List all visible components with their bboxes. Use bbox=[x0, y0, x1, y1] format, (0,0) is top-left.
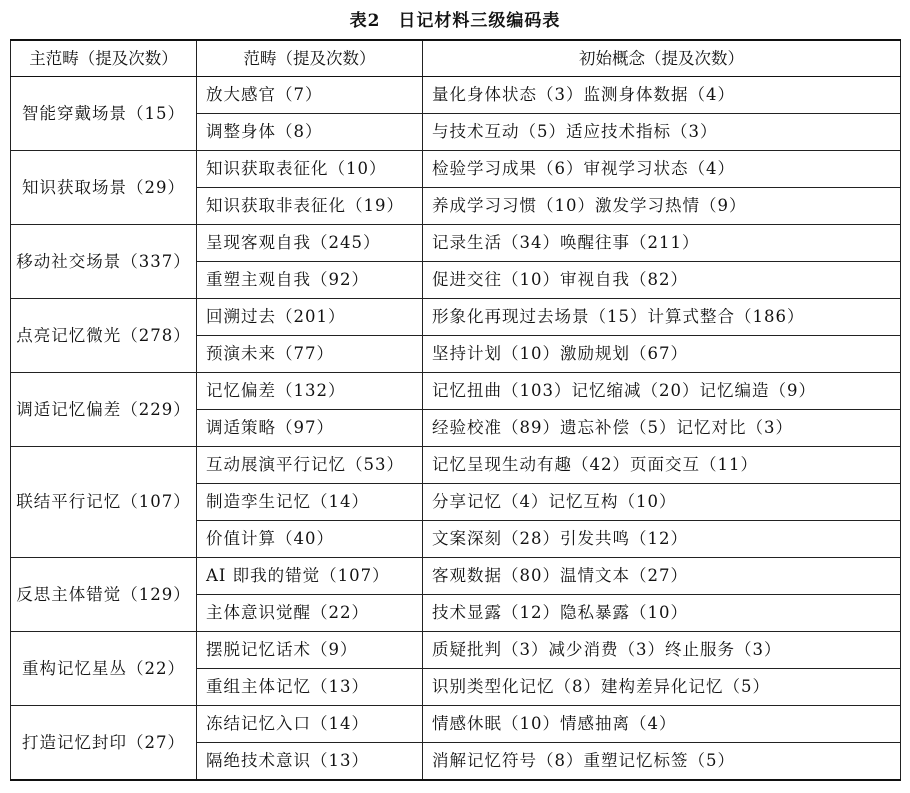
initial-concepts-cell: 量化身体状态（3）监测身体数据（4） bbox=[423, 77, 901, 114]
category-cell: 呈现客观自我（245） bbox=[197, 225, 423, 262]
category-cell: 冻结记忆入口（14） bbox=[197, 706, 423, 743]
initial-concepts-cell: 记忆呈现生动有趣（42）页面交互（11） bbox=[423, 447, 901, 484]
initial-concepts-cell: 质疑批判（3）减少消费（3）终止服务（3） bbox=[423, 632, 901, 669]
table-row bbox=[11, 299, 901, 336]
table-row bbox=[11, 77, 901, 114]
category-cell: 互动展演平行记忆（53） bbox=[197, 447, 423, 484]
table-row bbox=[11, 225, 901, 262]
category-cell: 放大感官（7） bbox=[197, 77, 423, 114]
table-row bbox=[11, 632, 901, 669]
initial-concepts-cell: 文案深刻（28）引发共鸣（12） bbox=[423, 521, 901, 558]
category-cell: 知识获取非表征化（19） bbox=[197, 188, 423, 225]
category-cell: 重塑主观自我（92） bbox=[197, 262, 423, 299]
initial-concepts-cell: 检验学习成果（6）审视学习状态（4） bbox=[423, 151, 901, 188]
initial-concepts-cell: 坚持计划（10）激励规划（67） bbox=[423, 336, 901, 373]
category-cell: AI 即我的错觉（107） bbox=[197, 558, 423, 595]
table-row bbox=[11, 706, 901, 743]
category-cell: 预演未来（77） bbox=[197, 336, 423, 373]
initial-concepts-cell: 分享记忆（4）记忆互构（10） bbox=[423, 484, 901, 521]
main-category-cell: 反思主体错觉（129） bbox=[11, 558, 197, 632]
category-cell: 价值计算（40） bbox=[197, 521, 423, 558]
coding-table bbox=[10, 39, 901, 781]
table-row bbox=[11, 558, 901, 595]
category-cell: 调整身体（8） bbox=[197, 114, 423, 151]
main-category-cell: 打造记忆封印（27） bbox=[11, 706, 197, 781]
table-row bbox=[11, 373, 901, 410]
category-cell: 重组主体记忆（13） bbox=[197, 669, 423, 706]
initial-concepts-cell: 识别类型化记忆（8）建构差异化记忆（5） bbox=[423, 669, 901, 706]
initial-concepts-cell: 技术显露（12）隐私暴露（10） bbox=[423, 595, 901, 632]
main-category-cell: 联结平行记忆（107） bbox=[11, 447, 197, 558]
header-category: 范畴（提及次数） bbox=[197, 40, 423, 77]
main-category-cell: 调适记忆偏差（229） bbox=[11, 373, 197, 447]
header-initial-concepts: 初始概念（提及次数） bbox=[423, 40, 901, 77]
initial-concepts-cell: 记录生活（34）唤醒往事（211） bbox=[423, 225, 901, 262]
table-row bbox=[11, 151, 901, 188]
table-header-row bbox=[11, 40, 901, 77]
main-category-cell: 移动社交场景（337） bbox=[11, 225, 197, 299]
category-cell: 回溯过去（201） bbox=[197, 299, 423, 336]
table-caption: 表2 日记材料三级编码表 bbox=[349, 11, 561, 31]
category-cell: 记忆偏差（132） bbox=[197, 373, 423, 410]
category-cell: 主体意识觉醒（22） bbox=[197, 595, 423, 632]
table-body bbox=[11, 77, 901, 781]
category-cell: 调适策略（97） bbox=[197, 410, 423, 447]
initial-concepts-cell: 与技术互动（5）适应技术指标（3） bbox=[423, 114, 901, 151]
category-cell: 摆脱记忆话术（9） bbox=[197, 632, 423, 669]
initial-concepts-cell: 情感休眠（10）情感抽离（4） bbox=[423, 706, 901, 743]
main-category-cell: 重构记忆星丛（22） bbox=[11, 632, 197, 706]
initial-concepts-cell: 养成学习习惯（10）激发学习热情（9） bbox=[423, 188, 901, 225]
initial-concepts-cell: 客观数据（80）温情文本（27） bbox=[423, 558, 901, 595]
main-category-cell: 知识获取场景（29） bbox=[11, 151, 197, 225]
main-category-cell: 点亮记忆微光（278） bbox=[11, 299, 197, 373]
category-cell: 制造孪生记忆（14） bbox=[197, 484, 423, 521]
initial-concepts-cell: 消解记忆符号（8）重塑记忆标签（5） bbox=[423, 743, 901, 781]
header-main-category: 主范畴（提及次数） bbox=[11, 40, 197, 77]
initial-concepts-cell: 经验校准（89）遗忘补偿（5）记忆对比（3） bbox=[423, 410, 901, 447]
table-row bbox=[11, 447, 901, 484]
category-cell: 知识获取表征化（10） bbox=[197, 151, 423, 188]
main-category-cell: 智能穿戴场景（15） bbox=[11, 77, 197, 151]
initial-concepts-cell: 记忆扭曲（103）记忆缩减（20）记忆编造（9） bbox=[423, 373, 901, 410]
initial-concepts-cell: 促进交往（10）审视自我（82） bbox=[423, 262, 901, 299]
initial-concepts-cell: 形象化再现过去场景（15）计算式整合（186） bbox=[423, 299, 901, 336]
category-cell: 隔绝技术意识（13） bbox=[197, 743, 423, 781]
